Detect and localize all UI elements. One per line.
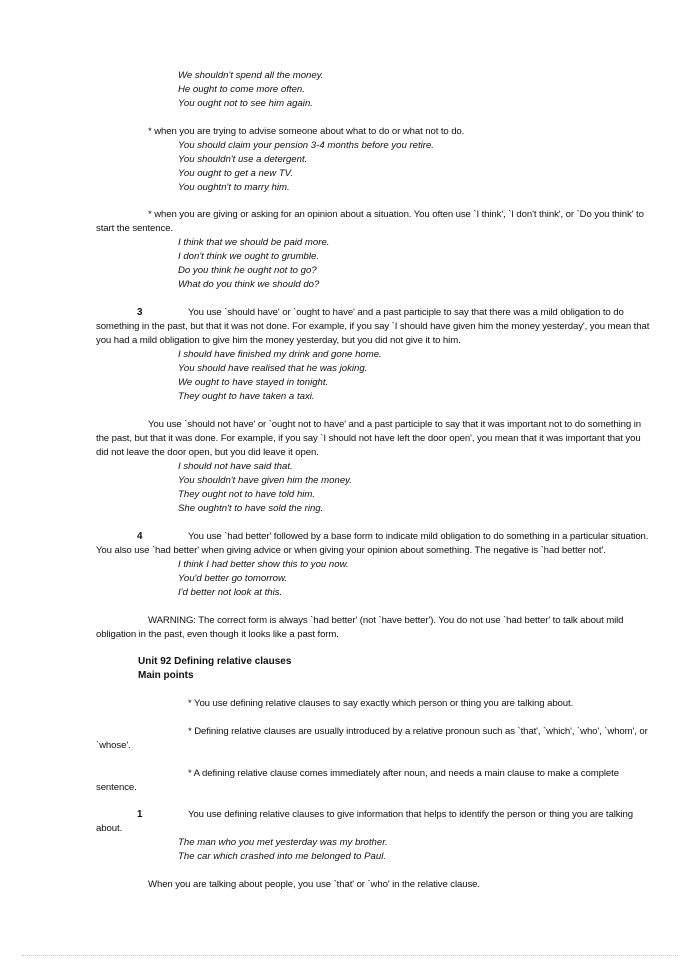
unit-title: Unit 92 Defining relative clauses <box>138 656 292 667</box>
section-subtitle: Main points <box>138 670 194 681</box>
bullet-point: * You use defining relative clauses to say exactly which person or thing you are talking about. <box>188 698 574 709</box>
example-sentence: I think I had better show this to you now. <box>178 559 349 570</box>
bullet-point: sentence. <box>96 782 137 793</box>
example-sentence: What do you think we should do? <box>178 279 320 290</box>
example-sentence: I think that we should be paid more. <box>178 237 330 248</box>
paragraph-line: You use `had better' followed by a base form to indicate mild obligation to do something in a particular situation. <box>188 531 649 542</box>
example-sentence: You ought to get a new TV. <box>178 168 294 179</box>
warning-line: obligation in the past, even though it looks like a past form. <box>96 629 339 640</box>
example-sentence: You should have realised that he was joking. <box>178 363 368 374</box>
paragraph-line: about. <box>96 823 123 834</box>
paragraph-line: When you are talking about people, you use `that' or `who' in the relative clause. <box>148 879 480 890</box>
usage-note: start the sentence. <box>96 223 174 234</box>
paragraph-line: the past, but that it was done. For example, if you say `I should not have left the door open', you mean that it was important that you <box>96 433 641 444</box>
example-sentence: I'd better not look at this. <box>178 587 283 598</box>
example-sentence: She oughtn't to have sold the ring. <box>178 503 324 514</box>
example-sentence: They ought to have taken a taxi. <box>178 391 315 402</box>
example-sentence: Do you think he ought not to go? <box>178 265 317 276</box>
paragraph-line: You also use `had better' when giving advice or when giving your opinion about something. The negative is `had better not'. <box>96 545 606 556</box>
example-sentence: They ought not to have told him. <box>178 489 316 500</box>
example-sentence: He ought to come more often. <box>178 84 305 95</box>
usage-note: * when you are trying to advise someone about what to do or what not to do. <box>148 126 465 137</box>
paragraph-line: did not leave the door open, but you did leave it open. <box>96 447 319 458</box>
bullet-point: * A defining relative clause comes immediately after noun, and needs a main clause to make a complete <box>188 768 619 779</box>
point-number: 1 <box>137 809 143 820</box>
example-sentence: I should not have said that. <box>178 461 293 472</box>
paragraph-line: something in the past, but that it was not done. For example, if you say `I should have given him the money yesterday', you mean that <box>96 321 650 332</box>
example-sentence: You ought not to see him again. <box>178 98 313 109</box>
example-sentence: You shouldn't have given him the money. <box>178 475 352 486</box>
bullet-point: `whose'. <box>96 740 131 751</box>
example-sentence: You oughtn't to marry him. <box>178 182 290 193</box>
page-bottom-divider <box>22 955 678 956</box>
example-sentence: I should have finished my drink and gone home. <box>178 349 382 360</box>
usage-note: * when you are giving or asking for an opinion about a situation. You often use `I think', `I don't think', or `Do you think' to <box>148 209 644 220</box>
example-sentence: The car which crashed into me belonged to Paul. <box>178 851 386 862</box>
example-sentence: I don't think we ought to grumble. <box>178 251 320 262</box>
example-sentence: You shouldn't use a detergent. <box>178 154 308 165</box>
example-sentence: We ought to have stayed in tonight. <box>178 377 329 388</box>
bullet-point: * Defining relative clauses are usually introduced by a relative pronoun such as `that', `which', `who', `whom', or <box>188 726 648 737</box>
warning-line: WARNING: The correct form is always `had better' (not `have better'). You do not use `had better' to talk about mild <box>148 615 624 626</box>
paragraph-line: You use defining relative clauses to give information that helps to identify the person or thing you are talking <box>188 809 633 820</box>
example-sentence: You should claim your pension 3-4 months before you retire. <box>178 140 434 151</box>
example-sentence: We shouldn't spend all the money. <box>178 70 324 81</box>
paragraph-line: You use `should not have' or `ought not to have' and a past participle to say that it was important not to do something in <box>148 419 641 430</box>
point-number: 4 <box>137 531 143 542</box>
paragraph-line: You use `should have' or `ought to have' and a past participle to say that there was a mild obligation to do <box>188 307 624 318</box>
point-number: 3 <box>137 307 143 318</box>
example-sentence: The man who you met yesterday was my brother. <box>178 837 388 848</box>
example-sentence: You'd better go tomorrow. <box>178 573 288 584</box>
paragraph-line: you had a mild obligation to give him the money yesterday, but you did not give it to him. <box>96 335 461 346</box>
